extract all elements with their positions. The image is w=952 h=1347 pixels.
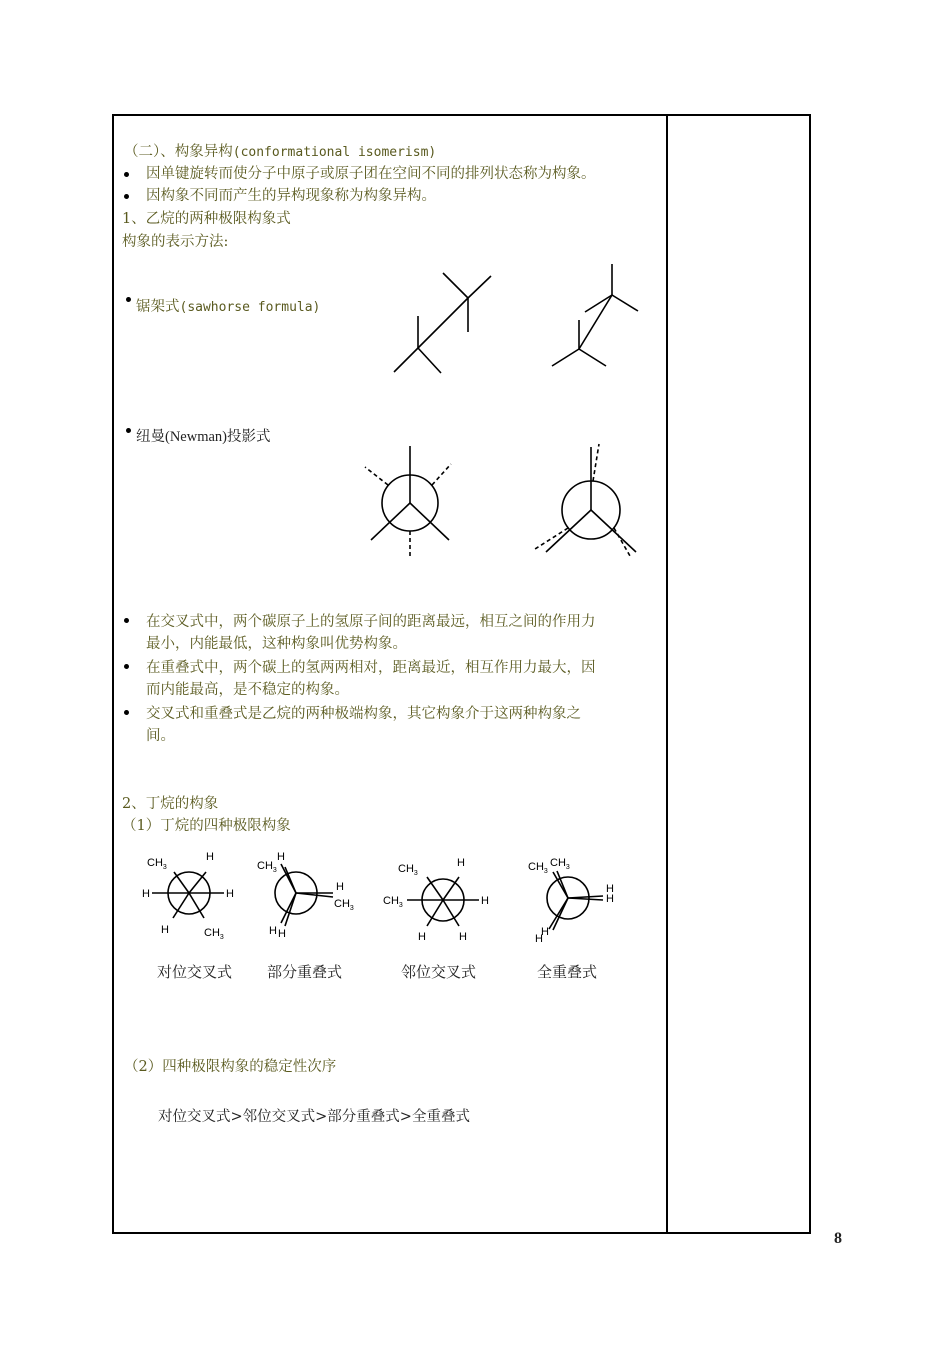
methods-label: 构象的表示方法: [122,234,229,250]
bullet-dot [124,710,129,715]
atom-label: $CH_3$ [147,857,167,871]
newman-label: 纽曼(Newman)投影式 [136,429,271,445]
bullet-dot [124,664,129,669]
note-1-line-2: 最小，内能最低，这种构象叫优势构象。 [146,636,407,652]
atom-label: H [541,926,549,938]
subheading-butane-conformations: （1）丁烷的四种极限构象 [122,818,291,834]
bullet-dot [126,428,131,433]
sawhorse-bond [468,276,491,298]
note-2-line-1: 在重叠式中，两个碳上的氢两两相对，距离最近，相互作用力最大，因 [146,660,596,676]
atom-label: $CH_3$ [204,927,224,941]
atom-label: H [226,888,234,900]
atom-label: H [336,881,344,893]
sawhorse-bond [552,349,579,366]
sawhorse-label-en: (sawhorse formula) [179,300,321,315]
stability-heading: （2）四种极限构象的稳定性次序 [124,1059,337,1075]
atom-label: H [206,851,214,863]
note-2 [146,657,596,701]
sawhorse-bond [418,348,441,373]
subheading-ethane: 1、乙烷的两种极限构象式 [122,211,291,227]
atom-label: H [161,924,169,936]
atom-label: $CH_3$ [528,861,548,875]
atom-label: $CH_3$ [383,895,403,909]
atom-label: H [278,928,286,940]
note-3-line-2: 间。 [146,728,175,744]
atom-label: H [606,893,614,905]
heading-en: (conformational isomerism) [232,145,437,160]
conformer-label: 全重叠式 [537,963,598,981]
atom-label: $CH_3$ [257,860,277,874]
sawhorse-bond [612,295,638,311]
note-2-line-2: 而内能最高，是不稳定的构象。 [146,682,349,698]
note-3 [146,703,581,747]
sawhorse-bond [585,295,612,312]
atom-label: H [277,851,285,863]
conformer-label: 邻位交叉式 [401,963,477,981]
conformer-label: 对位交叉式 [157,963,233,981]
atom-label: H [457,857,465,869]
atom-label: H [606,883,614,895]
page-number: 8 [834,1230,842,1247]
atom-label: H [418,931,426,943]
sawhorse-bond [579,295,612,349]
sawhorse-label-cn: 锯架式 [136,299,180,315]
heading-cn: （二）、构象异构 [124,144,233,160]
atom-label: H [142,888,150,900]
atom-label: H [459,931,467,943]
atom-label: $CH_3$ [334,898,354,912]
sawhorse-bond [418,298,468,348]
atom-label: H [269,925,277,937]
sawhorse-bond [443,273,468,298]
conformer-label: 部分重叠式 [267,963,343,981]
stability-order: 对位交叉式>邻位交叉式>部分重叠式>全重叠式 [158,1109,470,1125]
atom-label: H [481,895,489,907]
note-1 [146,611,596,655]
atom-label: $CH_3$ [550,857,570,871]
sawhorse-bond [394,348,418,372]
bullet-dot [124,618,129,623]
atom-label: H [535,933,543,945]
atom-label: $CH_3$ [398,863,418,877]
note-1-line-1: 在交叉式中，两个碳原子上的氢原子间的距离最远，相互之间的作用力 [146,614,596,630]
subheading-butane: 2、丁烷的构象 [122,796,219,812]
sawhorse-bond [579,349,606,366]
bullet-text: 因构象不同而产生的异构现象称为构象异构。 [146,188,436,204]
bullet-text: 因单键旋转而使分子中原子或原子团在空间不同的排列状态称为构象。 [146,166,596,182]
note-3-line-1: 交叉式和重叠式是乙烷的两种极端构象，其它构象介于这两种构象之 [146,706,581,722]
